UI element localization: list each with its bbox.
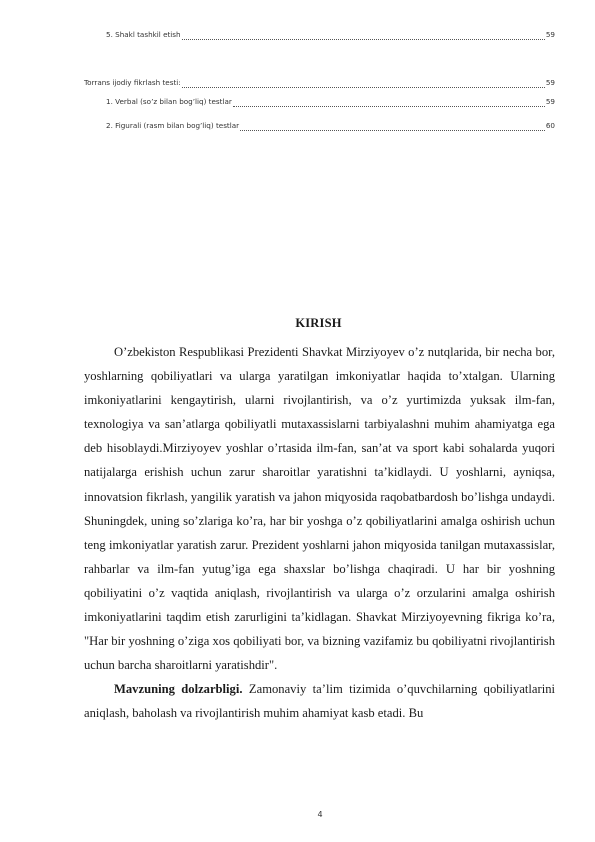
toc-entry-title: 2. Figurali (rasm bilan bog’liq) testlar [106,121,240,130]
toc-entry-title: Torrans ijodiy fikrlash testi: [84,78,181,87]
toc-entry[interactable] [84,97,555,109]
relevance-paragraph [84,677,555,725]
toc-entry-title: 1. Verbal (so’z bilan bog’liq) testlar [106,97,232,106]
toc-entry-page: 60 [545,121,555,130]
toc-entry-page: 59 [545,78,555,87]
toc-entry[interactable] [84,78,555,90]
toc-leader-dots [240,124,545,131]
toc-entry-page: 59 [545,30,555,39]
document-body [84,340,555,726]
page-number: 4 [317,810,323,819]
toc-leader-dots [182,33,545,40]
relevance-heading: Mavzuning dolzarbligi. [114,682,243,697]
toc-leader-dots [233,100,545,107]
toc-leader-dots [182,81,545,88]
relevance-text: Zamonaviy ta’lim tizimida o’quvchilarning qobiliyatlarini aniqlash, baholash va rivojlantirish muhim ahamiyat kasb etadi. Bu [84,682,556,721]
toc-entry-title: 5. Shakl tashkil etish [106,30,181,39]
intro-paragraph: O’zbekiston Respublikasi Prezidenti Shavkat Mirziyoyev o’z nutqlarida, bir necha bor, yoshlarning qobiliyatlari va ularga yaratilgan imkoniyatlar haqida to’xtalgan. Ularning imkoniyatlarini kengaytirish, ularni rivojlantirish, va o’z yurtimizda yuksak ilm-fan, texnologiya va san’atlarga qobiliyatli mutaxassislarni tarbiyalashni muhim ahamiyatga ega deb hisoblaydi.Mirziyoyev yoshlar o’rtasida ilm-fan, san’at va sport kabi sohalarda yuqori natijalarga erishish uchun zarur sharoitlar yaratishni ta’kidlaydi. U yoshlarni, ayniqsa, innovatsion fikrlash, yangilik yaratish va jahon miqyosida raqobatbardosh bo’lishga undaydi. Shuningdek, uning so’zlariga ko’ra, har bir yoshga o’z qobiliyatlarini amalga oshirish uchun teng imkoniyatlar yaratish zarur. Prezident yoshlarni jahon miqyosida tanilgan mutaxassislar, rahbarlar va ilm-fan yutug’iga ega shaxslar bo’lishga chaqiradi. U har bir yoshning qobiliyatini o’z vaqtida aniqlash, rivojlantirish va ularga o’z orzularini amalga oshirish imkoniyatlarini taqdim etish zarurligini ta’kidlagan. Shavkat Mirziyoyevning fikriga ko’ra, "Har bir yoshning o’ziga xos qobiliyati bor, va bizning vazifamiz bu qobiliyatni rivojlantirish uchun barcha sharoitlarni yaratishdir". [84,345,555,673]
toc-entry-page: 59 [545,97,555,106]
section-heading: KIRISH [295,316,342,330]
toc-entry[interactable] [84,30,555,42]
toc-entry[interactable] [84,121,555,133]
